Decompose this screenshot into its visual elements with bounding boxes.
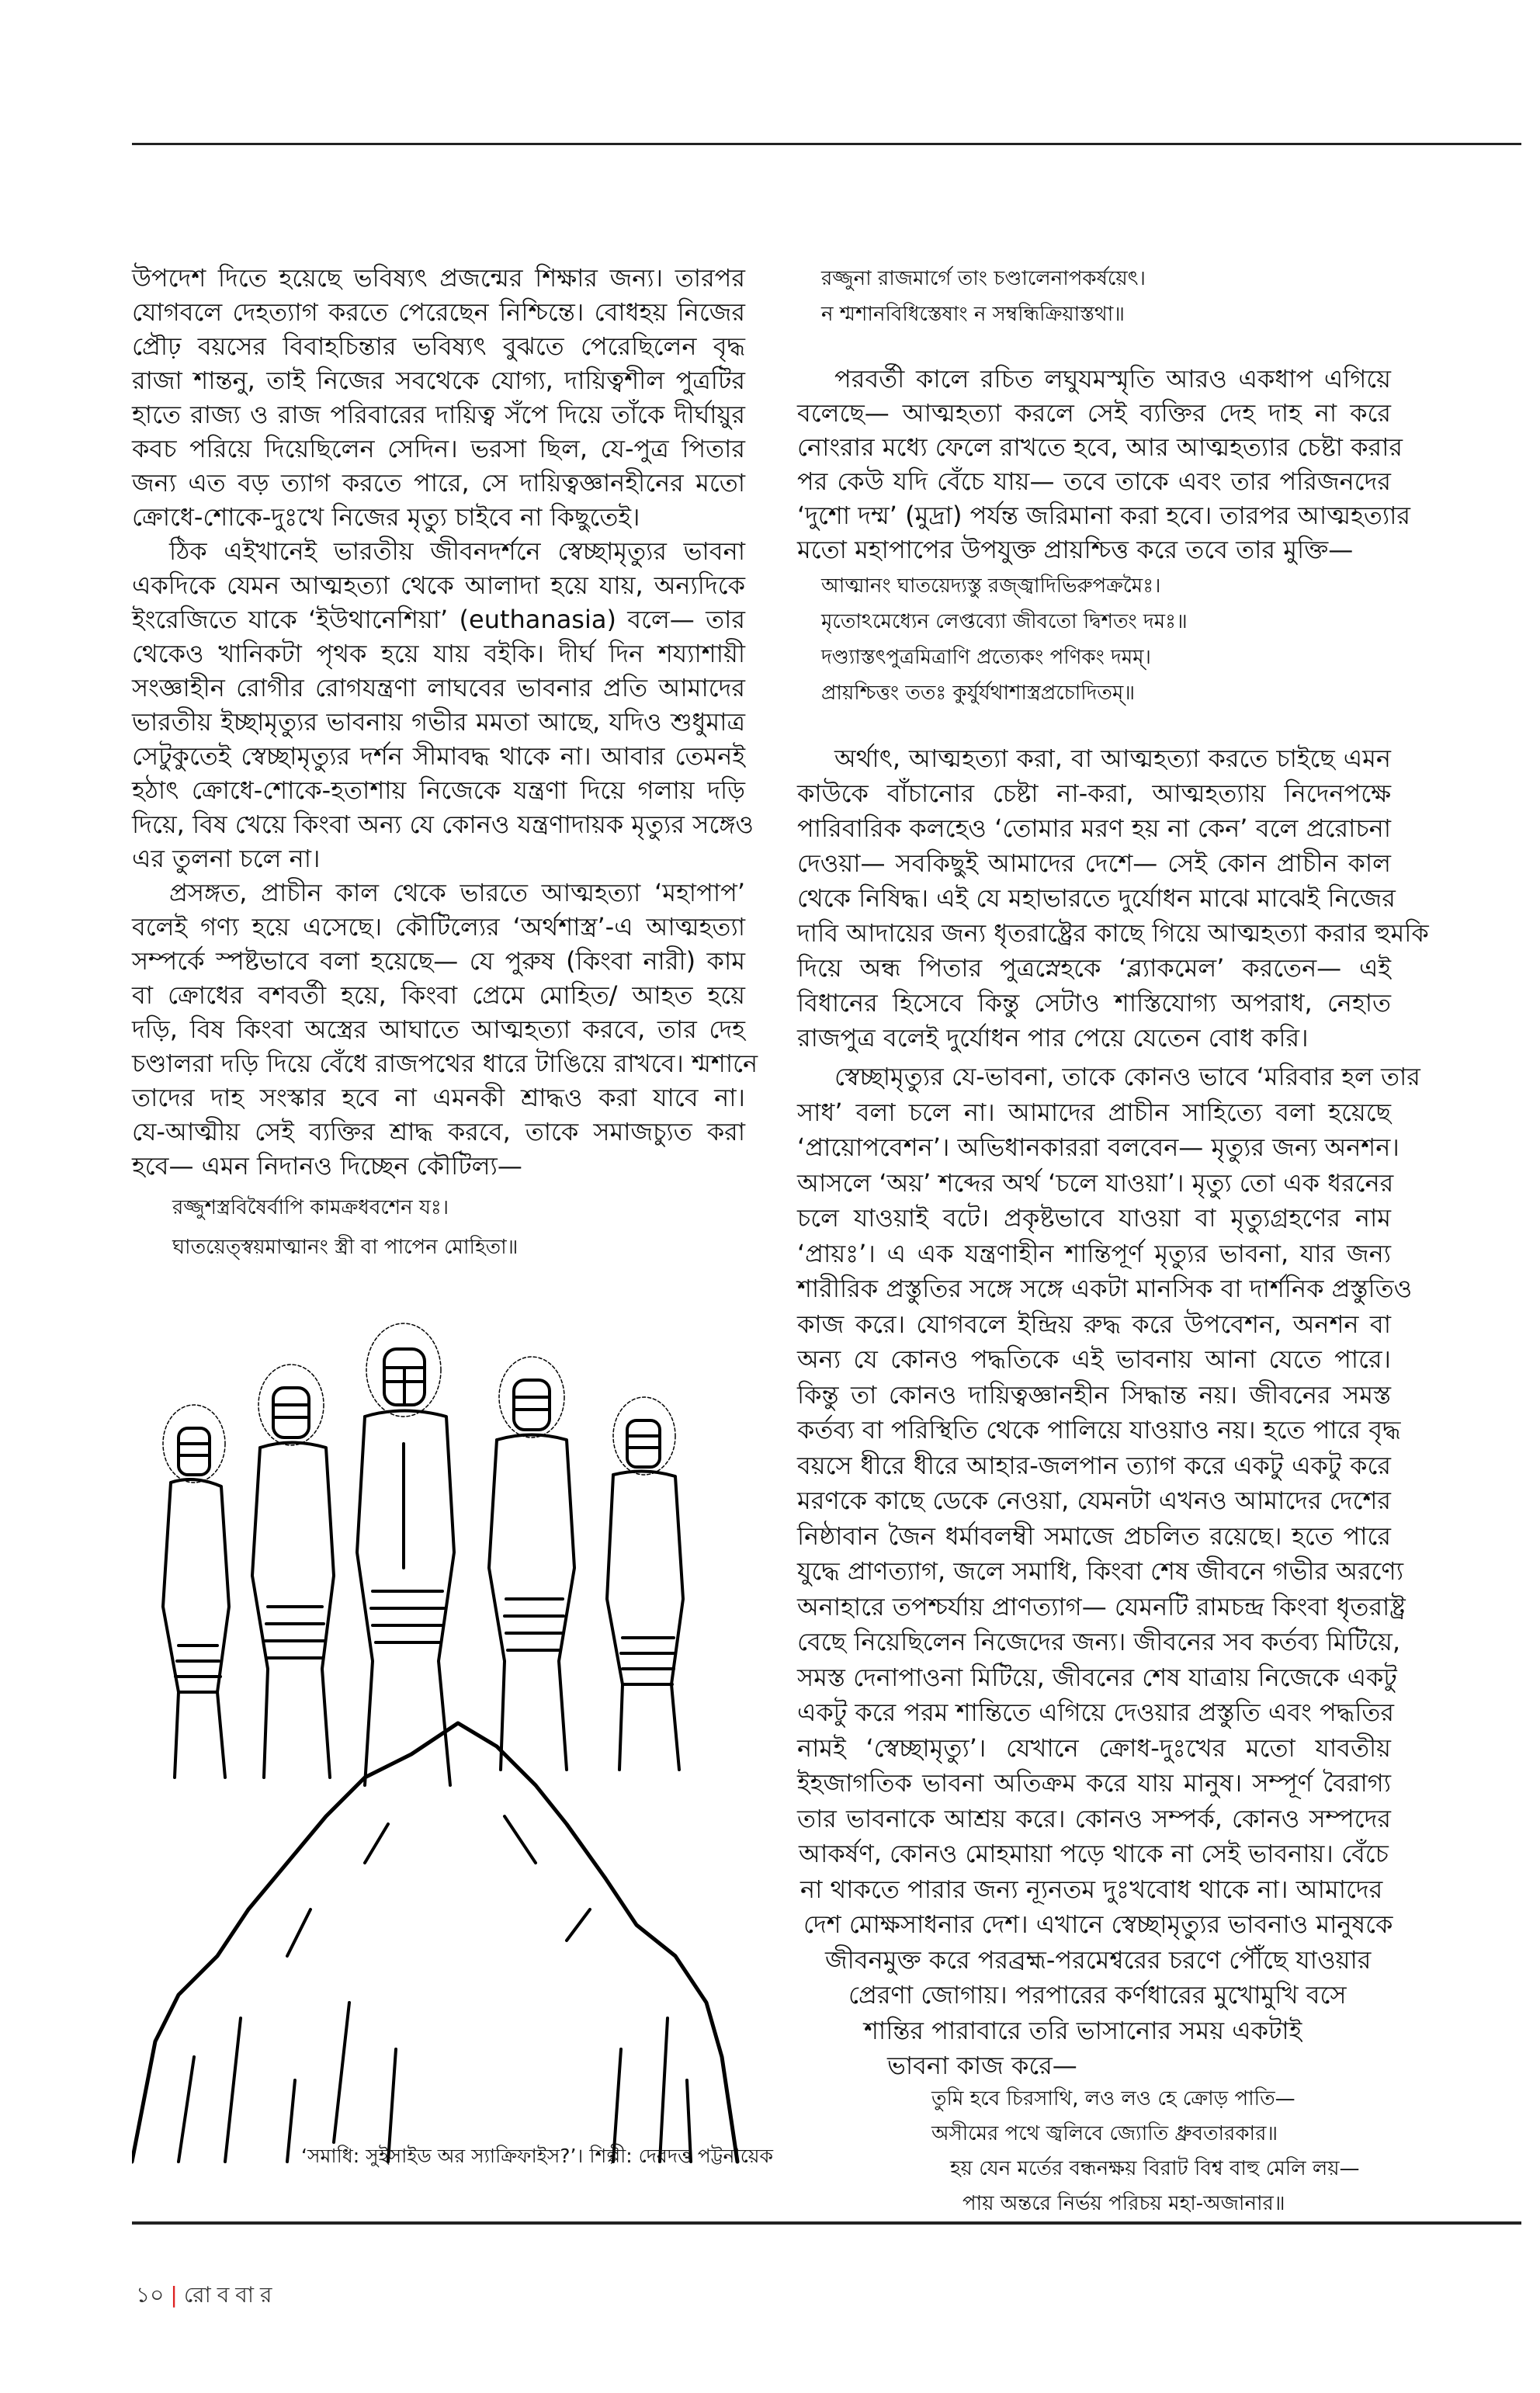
text-line: পারিবারিক কলহেও ‘তোমার মরণ হয় না কেন’ বলে প্ররোচনা — [797, 813, 1391, 843]
text-line: ঠিক এইখানেই ভারতীয় জীবনদর্শনে স্বেচ্ছামৃত্যুর ভাবনা — [169, 536, 745, 566]
text-line: স্বেচ্ছামৃত্যুর যে-ভাবনা, তাকে কোনও ভাবে ‘মরিবার হল তার — [834, 1062, 1420, 1091]
text-line: কিন্তু তা কোনও দায়িত্বজ্ঞানহীন সিদ্ধান্ত নয়। জীবনের সমস্ত — [797, 1379, 1391, 1410]
text-line: কর্তব্য বা পরিস্থিতি থেকে পালিয়ে যাওয়াও নয়। হতে পারে বৃদ্ধ — [797, 1415, 1401, 1444]
bottom-rule — [132, 2221, 1521, 2225]
verse-line: পায় অন্তরে নির্ভয় পরিচয় মহা-অজানার॥ — [962, 2192, 1285, 2215]
text-line: আকর্ষণ, কোনও মোহমায়া পড়ে থাকে না সেই ভাবনায়। বেঁচে — [799, 1839, 1389, 1868]
text-line: কাজ করে। যোগবলে ইন্দ্রিয় রুদ্ধ করে উপবেশন, অনশন বা — [797, 1309, 1391, 1339]
left-column-text — [132, 261, 758, 1183]
text-line: বলেছে— আত্মহত্যা করলে সেই ব্যক্তির দেহ দাহ না করে — [797, 398, 1391, 428]
text-line: অনাহারে তপশ্চর্যায় প্রাণত্যাগ— যেমনটি রামচন্দ্র কিংবা ধৃতরাষ্ট্র — [797, 1591, 1406, 1621]
left-sanskrit-verse — [172, 1188, 731, 1268]
text-line: দেওয়া— সবকিছুই আমাদের দেশে— সেই কোন প্রাচীন কাল — [797, 848, 1391, 878]
text-line: সাধ’ বলা চলে না। আমাদের প্রাচীন সাহিত্যে বলা হয়েছে — [797, 1097, 1391, 1127]
text-line: তাদের দাহ সংস্কার হবে না এমনকী শ্রাদ্ধও করা যাবে না। — [132, 1083, 745, 1112]
verse-line: অসীমের পথে জ্বলিবে জ্যোতি ধ্রুবতারকার॥ — [931, 2122, 1278, 2145]
text-line: যে-আত্মীয় সেই ব্যক্তির শ্রাদ্ধ করবে, তাকে সমাজচ্যুত করা — [132, 1117, 745, 1146]
text-line: সমস্ত দেনাপাওনা মিটিয়ে, জীবনের শেষ যাত্রায় নিজেকে একটু — [797, 1662, 1397, 1692]
text-line: বয়সে ধীরে ধীরে আহার-জলপান ত্যাগ করে একটু একটু করে — [797, 1450, 1391, 1480]
text-line: ক্রোধে-শোকে-দুঃখে নিজের মৃত্যু চাইবে না কিছুতেই। — [132, 502, 640, 532]
text-line: ‘দুশো দম্ম’ (মুদ্রা) পর্যন্ত জরিমানা করা হবে। তারপর আত্মহত্যার — [797, 501, 1411, 530]
text-line: হাতে রাজ্য ও রাজ পরিবারের দায়িত্ব সঁপে দিয়ে তাঁকে দীর্ঘায়ুর — [132, 400, 745, 429]
text-line: থেকেও খানিকটা পৃথক হয়ে যায় বইকি। দীর্ঘ দিন শয্যাশায়ী — [132, 639, 745, 668]
footer-separator: | — [170, 2282, 178, 2308]
paragraph — [132, 876, 758, 1183]
text-line: রাজপুত্র বলেই দুর্যোধন পার পেয়ে যেতেন বোধ করি। — [797, 1023, 1309, 1053]
text-line: কবচ পরিয়ে দিয়েছিলেন সেদিন। ভরসা ছিল, যে-পুত্র পিতার — [132, 434, 745, 463]
text-line: একদিকে যেমন আত্মহত্যা থেকে আলাদা হয়ে যায়, অন্যদিকে — [132, 571, 745, 600]
text-line: প্রৌঢ় বয়সের বিবাহচিন্তার ভবিষ্যৎ বুঝতে পেরেছিলেন বৃদ্ধ — [132, 331, 745, 361]
text-line: জীবনমুক্ত করে পরব্রহ্ম-পরমেশ্বরের চরণে পৌঁছে যাওয়ার — [825, 1944, 1372, 1975]
text-line: যুদ্ধে প্রাণত্যাগ, জলে সমাধি, কিংবা শেষ জীবনে গভীর অরণ্যে — [797, 1556, 1404, 1586]
text-line: ইহজাগতিক ভাবনা অতিক্রম করে যায় মানুষ। সম্পূর্ণ বৈরাগ্য — [797, 1768, 1391, 1798]
verse-line: ন শ্মশানবিধিস্তেষাং ন সম্বন্ধিক্রিয়াস্তথা॥ — [821, 303, 1125, 326]
right-paragraph-voluntary-death — [797, 1060, 1420, 2084]
verse-line: ঘাতয়েত্স্বয়মাত্মানং স্ত্রী বা পাপেন মোহিতা॥ — [172, 1236, 519, 1259]
text-line: ‘প্রায়োপবেশন’। অভিধানকাররা বলবেন— মৃত্যুর জন্য অনশন। — [797, 1132, 1400, 1162]
text-line: থেকে নিষিদ্ধ। এই যে মহাভারতে দুর্যোধন মাঝে মাঝেই নিজের — [797, 883, 1396, 913]
verse-line: তুমি হবে চিরসাথি, লও লও হে ক্রোড় পাতি— — [931, 2087, 1295, 2110]
top-rule — [132, 143, 1521, 145]
verse-line: রজ্জুনা রাজমার্গে তাং চণ্ডালেনাপকর্ষয়েৎ। — [821, 267, 1146, 290]
text-line: একটু করে পরম শান্তিতে এগিয়ে দেওয়ার প্রস্তুতি এবং পদ্ধতির — [797, 1698, 1394, 1727]
text-line: মতো মহাপাপের উপযুক্ত প্রায়শ্চিত্ত করে তবে তার মুক্তি— — [797, 535, 1354, 564]
text-line: সেটুকুতেই স্বেচ্ছামৃত্যুর দর্শন সীমাবদ্ধ থাকে না। আবার তেমনই — [132, 741, 745, 771]
text-line: আসলে ‘অয়’ শব্দের অর্থ ‘চলে যাওয়া’। মৃত্যু তো এক ধরনের — [797, 1167, 1394, 1198]
text-line: রাজা শান্তনু, তাই নিজের সবথেকে যোগ্য, দায়িত্বশীল পুত্রটির — [132, 366, 745, 395]
text-line: বলেই গণ্য হয়ে এসেছে। কৌটিল্যের ‘অর্থশাস্ত্র’-এ আত্মহত্যা — [132, 912, 745, 942]
text-line: শারীরিক প্রস্তুতির সঙ্গে সঙ্গে একটা মানসিক বা দার্শনিক প্রস্তুতিও — [797, 1274, 1413, 1303]
right-paragraph-prohibition — [797, 741, 1429, 1056]
text-line: হঠাৎ ক্রোধে-শোকে-হতাশায় নিজেকে যন্ত্রণা দিয়ে গলায় দড়ি — [132, 775, 745, 805]
figure-group — [163, 1323, 683, 1785]
text-line: কাউকে বাঁচানোর চেষ্টা না-করা, আত্মহত্যায় নিদেনপক্ষে — [797, 779, 1391, 808]
text-line: সংজ্ঞাহীন রোগীর রোগযন্ত্রণা লাঘবের ভাবনার প্রতি আমাদের — [132, 673, 745, 702]
text-line: বা ক্রোধের বশবর্তী হয়ে, কিংবা প্রেমে মোহিত/ আহত হয়ে — [132, 980, 745, 1010]
text-line: পর কেউ যদি বেঁচে যায়— তবে তাকে এবং তার পরিজনদের — [797, 466, 1391, 496]
text-line: বেছে নিয়েছিলেন নিজেদের জন্য। জীবনের সব কর্তব্য মিটিয়ে, — [797, 1627, 1401, 1656]
verse-line: হয় যেন মর্তের বন্ধনক্ষয় বিরাট বিশ্ব বাহু মেলি লয়— — [950, 2157, 1360, 2180]
page-number: ১০ — [136, 2282, 165, 2308]
text-line: ‘প্রায়ঃ’। এ এক যন্ত্রণাহীন শান্তিপূর্ণ মৃত্যুর ভাবনা, যার জন্য — [797, 1238, 1391, 1268]
text-line: এর তুলনা চলে না। — [132, 844, 321, 873]
five-figures-on-mountain-illustration — [132, 1320, 862, 2166]
verse-line: মৃতোঽমেধ্যেন লেপ্তব্যো জীবতো দ্বিশতং দমঃ॥ — [821, 610, 1188, 633]
text-line: চলে যাওয়াই বটে। প্রকৃষ্টভাবে যাওয়া বা মৃত্যুগ্রহণের নাম — [797, 1203, 1391, 1233]
text-line: প্রসঙ্গত, প্রাচীন কাল থেকে ভারতে আত্মহত্যা ‘মহাপাপ’ — [169, 878, 745, 907]
paragraph — [132, 534, 754, 876]
verse-line: প্রায়শ্চিত্তং ততঃ কুর্যুর্যথাশাস্ত্রপ্রচোদিতম্॥ — [821, 681, 1136, 705]
text-line: দড়ি, বিষ কিংবা অস্ত্রের আঘাতে আত্মহত্যা করবে, তার দেহ — [132, 1014, 745, 1044]
illustration-caption: ‘সমাধি: সুইসাইড অর স্যাক্রিফাইস?’। শিল্পী: দেবদত্ত পট্টনায়েক — [301, 2145, 773, 2167]
text-line: না থাকতে পারার জন্য ন্যূনতম দুঃখবোধ থাকে না। আমাদের — [800, 1874, 1383, 1904]
text-line: দেশ মোক্ষসাধনার দেশ। এখানে স্বেচ্ছামৃত্যুর ভাবনাও মানুষকে — [803, 1909, 1393, 1939]
verse-line: আত্মানং ঘাতয়েদ্যস্তু রজ্জ্বাদিভিরুপক্রমৈঃ। — [821, 574, 1161, 598]
magazine-name: রোববার — [183, 2282, 279, 2308]
text-line: শান্তির পারাবারে তরি ভাসানোর সময় একটাই — [864, 2015, 1302, 2045]
right-sanskrit-verse-2 — [821, 568, 1396, 711]
text-line: সম্পর্কে স্পষ্টভাবে বলা হয়েছে— যে পুরুষ (কিংবা নারী) কাম — [132, 946, 745, 976]
text-line: অন্য যে কোনও পদ্ধতিকে এই ভাবনায় আনা যেতে পারে। — [797, 1344, 1391, 1374]
text-line: তার ভাবনাকে আশ্রয় করে। কোনও সম্পর্ক, কোনও সম্পদের — [797, 1803, 1391, 1833]
text-line: উপদেশ দিতে হয়েছে ভবিষ্যৎ প্রজন্মের শিক্ষার জন্য। তারপর — [132, 263, 745, 293]
text-line: চণ্ডালরা দড়ি দিয়ে বেঁধে রাজপথের ধারে টাঙিয়ে রাখবে। শ্মশানে — [132, 1049, 758, 1078]
text-line: দিয়ে অন্ধ পিতার পুত্রস্নেহকে ‘ব্ল্যাকমেল’ করতেন— এই — [797, 953, 1391, 983]
right-paragraph-laghuyamasmriti — [797, 362, 1411, 567]
text-line: দিয়ে, বিষ খেয়ে কিংবা অন্য যে কোনও যন্ত্রণাদায়ক মৃত্যুর সঙ্গেও — [132, 810, 754, 839]
text-line: পরবর্তী কালে রচিত লঘুযমস্মৃতি আরও একধাপ এগিয়ে — [834, 364, 1391, 394]
text-line: বিধানের হিসেবে কিন্তু সেটাও শাস্তিযোগ্য অপরাধ, নেহাত — [797, 988, 1391, 1018]
text-line: ভাবনা কাজ করে— — [887, 2051, 1077, 2080]
page-footer — [136, 2278, 278, 2315]
right-sanskrit-verse-1 — [821, 261, 1396, 332]
text-line: জন্য এত বড় ত্যাগ করতে পারে, সে দায়িত্বজ্ঞানহীনের মতো — [132, 468, 745, 498]
text-line: ইংরেজিতে যাকে ‘ইউথানেশিয়া’ (euthanasia) বলে— তার — [132, 605, 745, 634]
paragraph — [132, 261, 745, 534]
verse-line: দণ্ড্যাস্তৎপুত্রমিত্রাণি প্রত্যেকং পণিকং দমম্। — [821, 646, 1151, 669]
right-tagore-verse — [931, 2082, 1490, 2221]
text-line: হবে— এমন নিদানও দিচ্ছেন কৌটিল্য— — [132, 1151, 522, 1181]
text-line: যোগবলে দেহত্যাগ করতে পেরেছেন নিশ্চিন্তে। বোধহয় নিজের — [132, 297, 745, 327]
text-line: মরণকে কাছে ডেকে নেওয়া, যেমনটা এখনও আমাদের দেশের — [797, 1486, 1391, 1515]
text-line: নিষ্ঠাবান জৈন ধর্মাবলম্বী সমাজে প্রচলিত রয়েছে। হতে পারে — [797, 1521, 1391, 1551]
text-line: ভারতীয় ইচ্ছামৃত্যুর ভাবনায় গভীর মমতা আছে, যদিও শুধুমাত্র — [132, 707, 745, 737]
text-line: প্রেরণা জোগায়। পরপারের কর্ণধারের মুখোমুখি বসে — [848, 1980, 1347, 2010]
text-line: অর্থাৎ, আত্মহত্যা করা, বা আত্মহত্যা করতে চাইছে এমন — [834, 744, 1391, 773]
text-line: দাবি আদায়ের জন্য ধৃতরাষ্ট্রের কাছে গিয়ে আত্মহত্যা করার হুমকি — [797, 918, 1429, 948]
verse-line: রজ্জুশস্ত্রবিষৈর্বাপি কামক্রধবশেন যঃ। — [172, 1196, 449, 1219]
text-line: নোংরার মধ্যে ফেলে রাখতে হবে, আর আত্মহত্যার চেষ্টা করার — [797, 432, 1403, 462]
text-line: নামই ‘স্বেচ্ছামৃত্যু’। যেখানে ক্রোধ-দুঃখের মতো যাবতীয় — [797, 1732, 1391, 1763]
